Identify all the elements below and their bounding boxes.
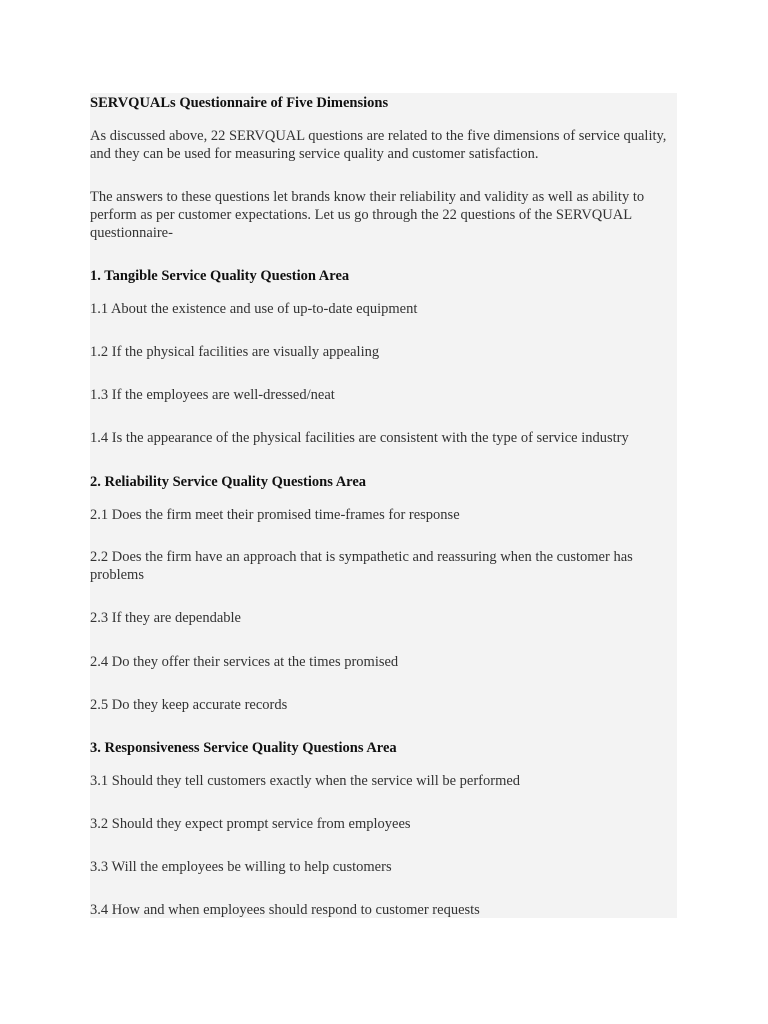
list-item: 3.3 Will the employees be willing to help customers [90,859,392,875]
section-heading-responsiveness: 3. Responsiveness Service Quality Questions Area [90,740,397,756]
list-item: 1.3 If the employees are well-dressed/neat [90,387,335,403]
list-item: 2.2 Does the firm have an approach that is sympathetic and reassuring when the customer has problems [90,549,633,583]
list-item: 2.1 Does the firm meet their promised time-frames for response [90,507,460,523]
section-heading-tangible: 1. Tangible Service Quality Question Area [90,268,350,284]
document-title: SERVQUALs Questionnaire of Five Dimensions [90,95,389,111]
list-item: 2.4 Do they offer their services at the times promised [90,654,399,670]
list-item: 3.2 Should they expect prompt service from employees [90,816,411,832]
list-item: 1.1 About the existence and use of up-to-date equipment [90,301,418,317]
list-item: 3.1 Should they tell customers exactly when the service will be performed [90,773,521,789]
intro-paragraph-1: As discussed above, 22 SERVQUAL questions are related to the five dimensions of service quality, and they can be used for measuring service quality and customer satisfaction. [90,128,667,162]
intro-paragraph-2: The answers to these questions let brands know their reliability and validity as well as ability to perform as per customer expectations. Let us go through the 22 questions of the SERVQUAL questionnaire- [90,189,645,241]
section-heading-reliability: 2. Reliability Service Quality Questions Area [90,474,367,490]
list-item: 2.5 Do they keep accurate records [90,697,288,713]
list-item: 3.4 How and when employees should respond to customer requests [90,902,480,918]
list-item: 1.4 Is the appearance of the physical facilities are consistent with the type of service industry [90,430,629,446]
list-item: 1.2 If the physical facilities are visually appealing [90,344,380,360]
list-item: 2.3 If they are dependable [90,610,241,626]
